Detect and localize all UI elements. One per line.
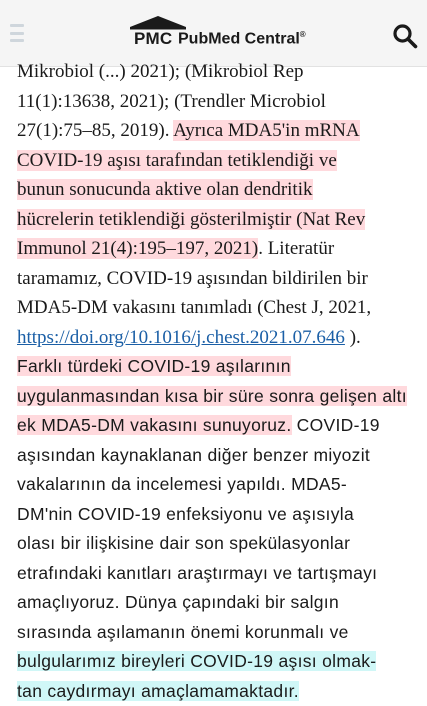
article-line [17,116,425,146]
article-line [17,618,425,648]
article-text: COVID-19 [292,415,380,435]
article-line [17,411,425,441]
article-line [17,382,425,412]
highlighted-text: ek MDA5-DM vakasını sunuyoruz. [17,415,292,435]
article-text: 11(1):13638, 2021); (Trendler Microbiol [17,91,326,112]
article-text: etrafındaki kanıtları araştırmayı ve tartışmayı [17,563,377,583]
article-line [17,264,425,294]
highlighted-text: COVID-19 aşısı tarafından tetiklendiği ve [17,150,337,171]
article-line [17,677,425,706]
highlighted-text: Farklı türdeki COVID-19 aşılarının [17,356,291,376]
article-line [17,205,425,235]
logo-name-text: PubMed Central [178,30,300,47]
article-body [17,57,425,706]
article-line [17,559,425,589]
article-line [17,175,425,205]
search-icon[interactable] [392,23,418,49]
highlighted-text: uygulanmasından kısa bir süre sonra gelişen altı [17,386,407,406]
article-text: ). [345,327,361,348]
article-text: amaçlıyoruz. Dünya çapındaki bir salgın [17,592,339,612]
doi-link[interactable]: https://doi.org/10.1016/j.chest.2021.07.646 [17,327,345,348]
article-line [17,352,425,382]
article-text: Mikrobiol (...) 2021); (Mikrobiol Rep [17,61,304,82]
article-text: sırasında aşılamanın önemi korunmalı ve [17,622,349,642]
hamburger-menu-icon[interactable] [10,24,24,42]
highlighted-text: bunun sonucunda aktive olan dendritik [17,179,313,200]
article-line [17,470,425,500]
highlighted-text: tan caydırmayı amaçlamamaktadır. [17,681,299,701]
pmc-logo[interactable] [128,14,308,54]
logo-name [178,30,306,48]
article-line [17,588,425,618]
article-line [17,500,425,530]
article-text: taramamız, COVID-19 aşısından bildirilen bir [17,268,368,289]
highlighted-text: hücrelerin tetiklendiği gösterilmiştir (Nat Rev [17,209,365,230]
article-text: aşısından kaynaklanan diğer benzer miyozit [17,445,370,465]
article-line [17,647,425,677]
article-line [17,323,425,353]
article-line [17,441,425,471]
article-text: vakalarının da incelemesi yapıldı. MDA5- [17,474,347,494]
logo-abbrev: PMC [134,29,172,49]
article-text: DM'nin COVID-19 enfeksiyonu ve aşısıyla [17,504,354,524]
article-line [17,234,425,264]
highlighted-text: bulgularımız bireyleri COVID-19 aşısı olmak- [17,651,376,671]
article-line [17,146,425,176]
article-line [17,57,425,87]
article-text: . Literatür [258,238,334,259]
article-text: MDA5-DM vakasını tanımladı (Chest J, 2021, [17,297,371,318]
article-line [17,293,425,323]
article-text: olası bir ilişkisine dair son spekülasyonlar [17,533,350,553]
article-text: 27(1):75–85, 2019). [17,120,173,141]
logo-registered-mark: ® [300,30,306,39]
article-line [17,87,425,117]
highlighted-text: Immunol 21(4):195–197, 2021) [17,238,258,259]
article-line [17,529,425,559]
highlighted-text: Ayrıca MDA5'in mRNA [173,120,359,141]
